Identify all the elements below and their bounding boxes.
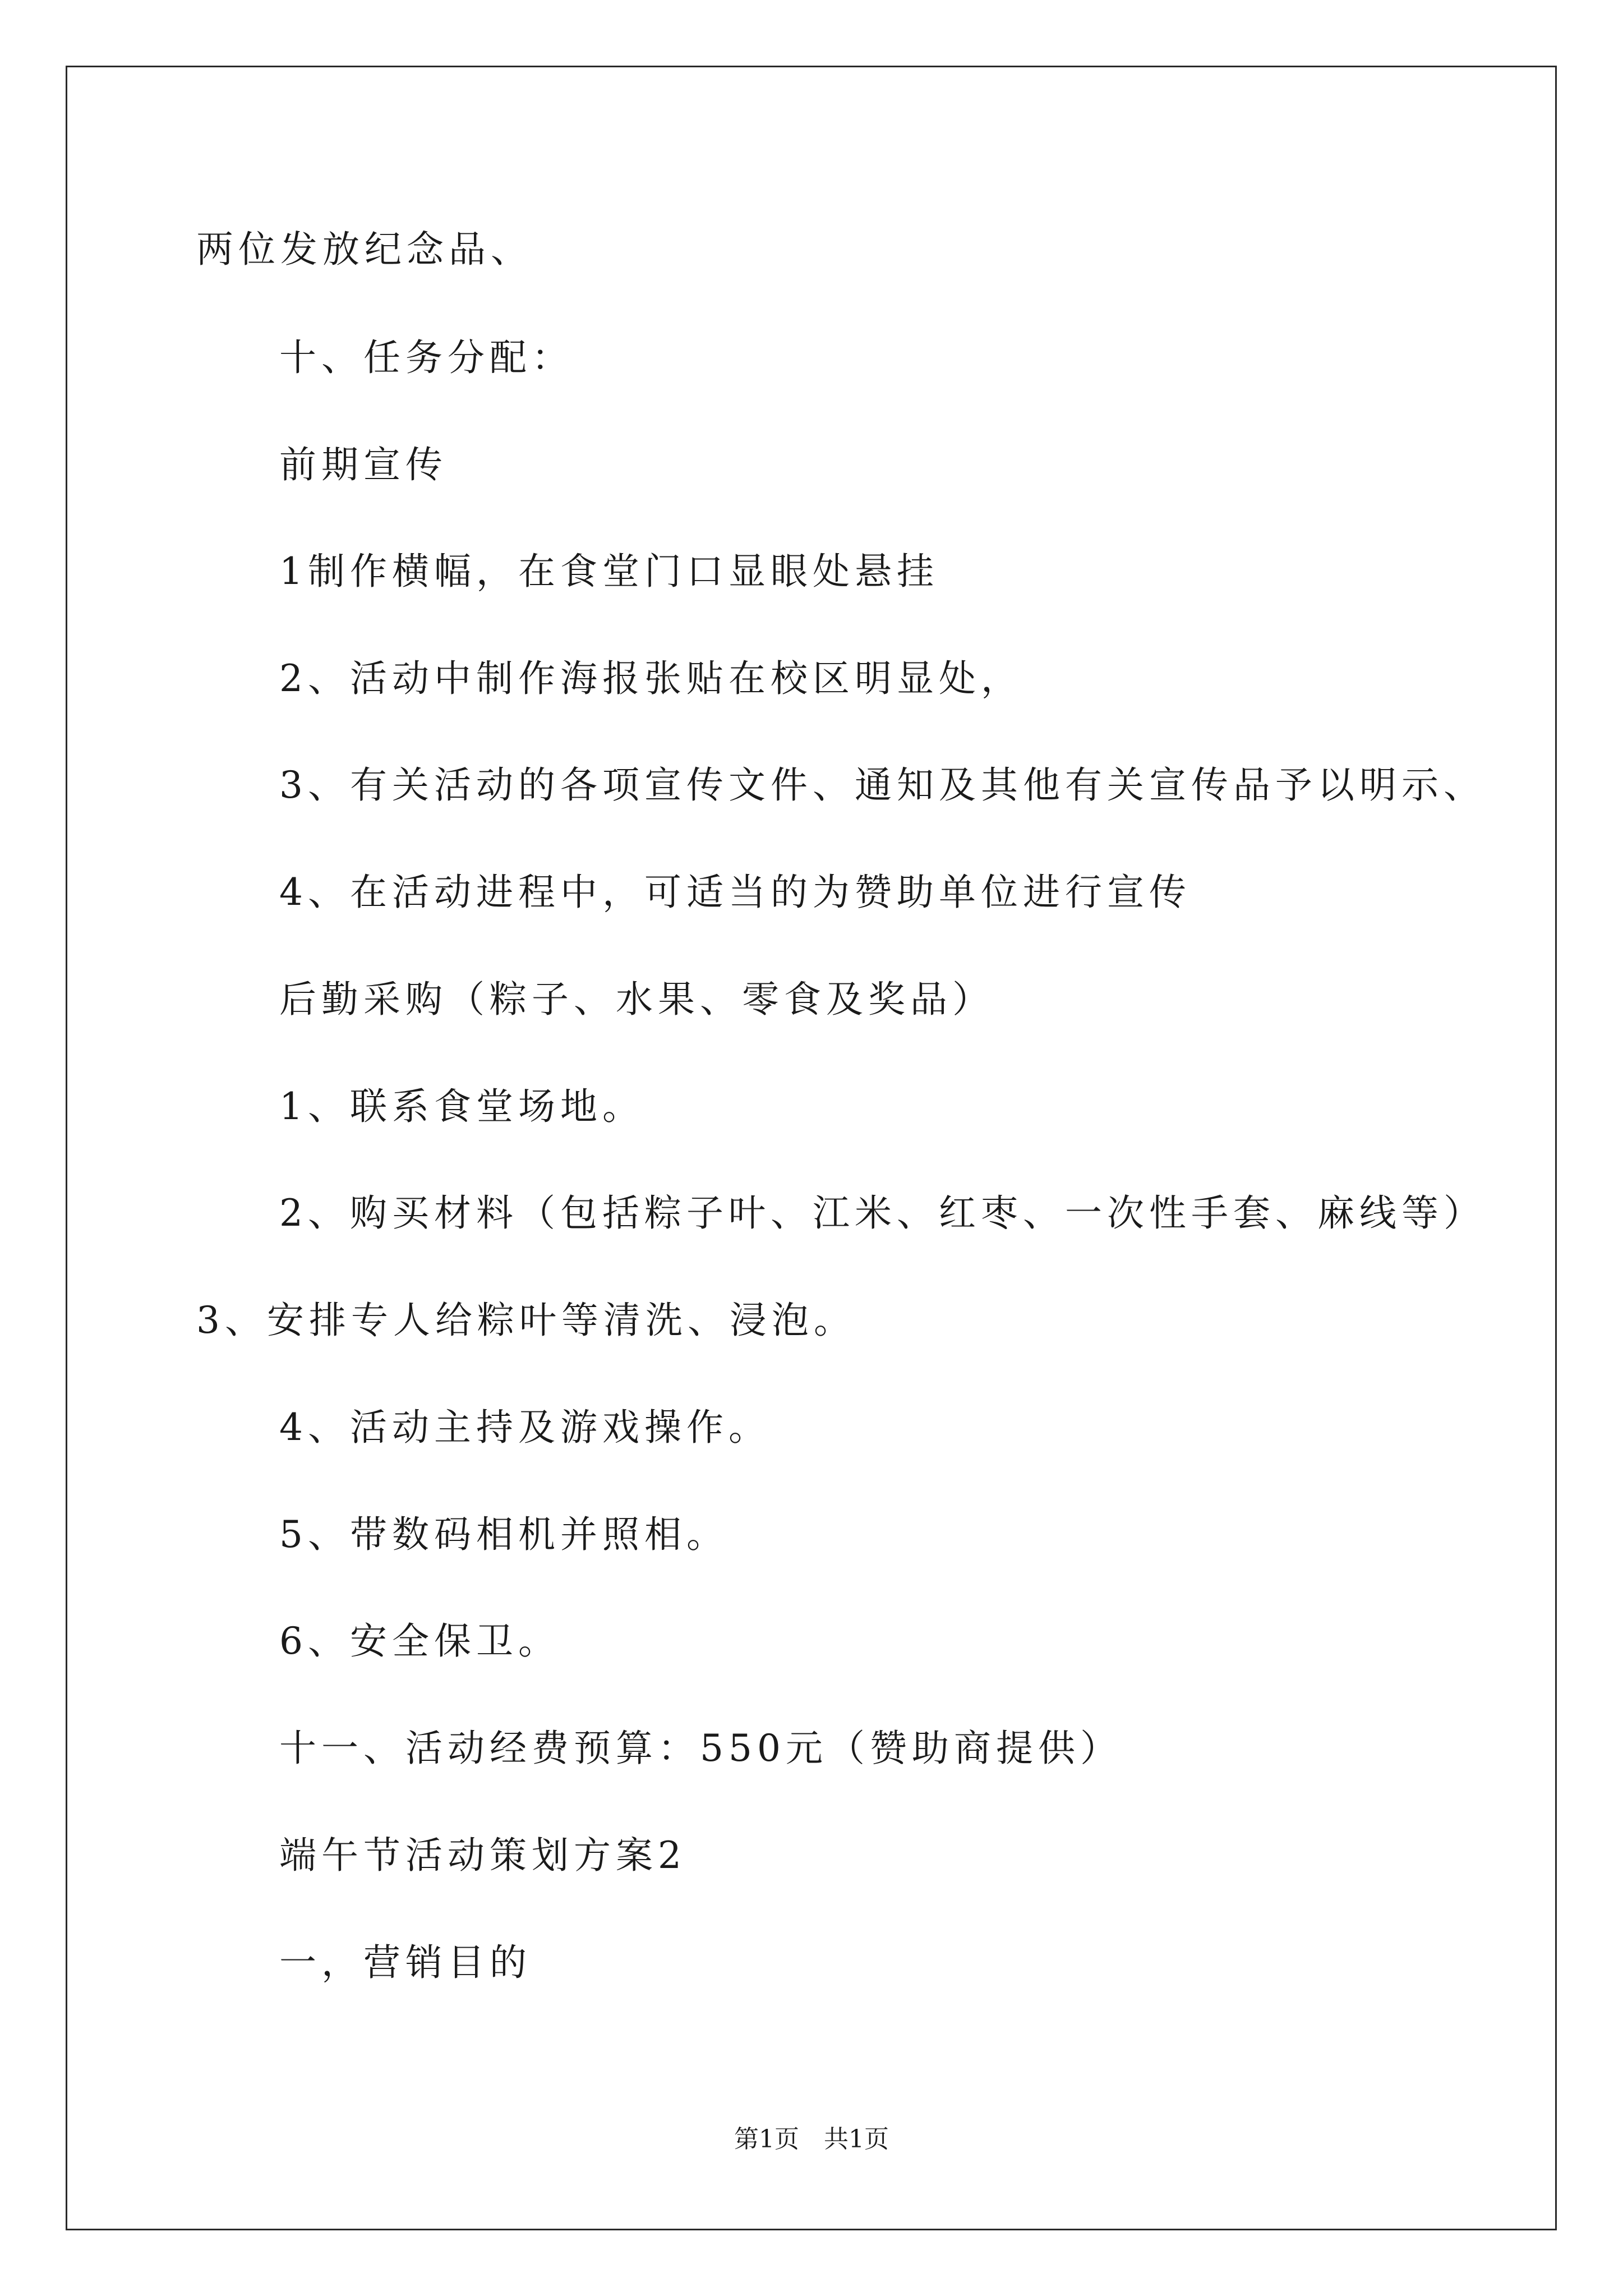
page-footer: 第1页 共1页 xyxy=(734,2125,889,2154)
subheading-logistics: 后勤采购（粽子、水果、零食及奖品） xyxy=(279,978,994,1021)
section-heading-task-assignment: 十、任务分配： xyxy=(279,336,574,379)
text-line: 1制作横幅，在食堂门口显眼处悬挂 xyxy=(279,550,939,593)
text-line: 2、活动中制作海报张贴在校区明显处， xyxy=(279,657,1023,700)
text-line: 1、联系食堂场地。 xyxy=(279,1085,644,1128)
text-line: 两位发放纪念品、 xyxy=(196,228,533,271)
page-border xyxy=(66,66,1557,2230)
subheading-publicity: 前期宣传 xyxy=(279,443,448,486)
section-heading-marketing-purpose: 一，营销目的 xyxy=(279,1941,532,1984)
text-line: 3、有关活动的各项宣传文件、通知及其他有关宣传品予以明示、 xyxy=(279,763,1486,807)
text-line: 4、在活动进程中，可适当的为赞助单位进行宣传 xyxy=(279,871,1191,914)
text-line: 3、安排专人给粽叶等清洗、浸泡。 xyxy=(196,1299,856,1342)
section-heading-budget: 十一、活动经费预算：550元（赞助商提供） xyxy=(279,1727,1122,1770)
text-line: 5、带数码相机并照相。 xyxy=(279,1513,728,1556)
text-line: 6、安全保卫。 xyxy=(279,1619,560,1663)
document-title-plan-2: 端午节活动策划方案2 xyxy=(279,1834,686,1877)
text-line: 2、购买材料（包括粽子叶、江米、红枣、一次性手套、麻线等） xyxy=(279,1191,1486,1235)
text-line: 4、活动主持及游戏操作。 xyxy=(279,1406,771,1449)
